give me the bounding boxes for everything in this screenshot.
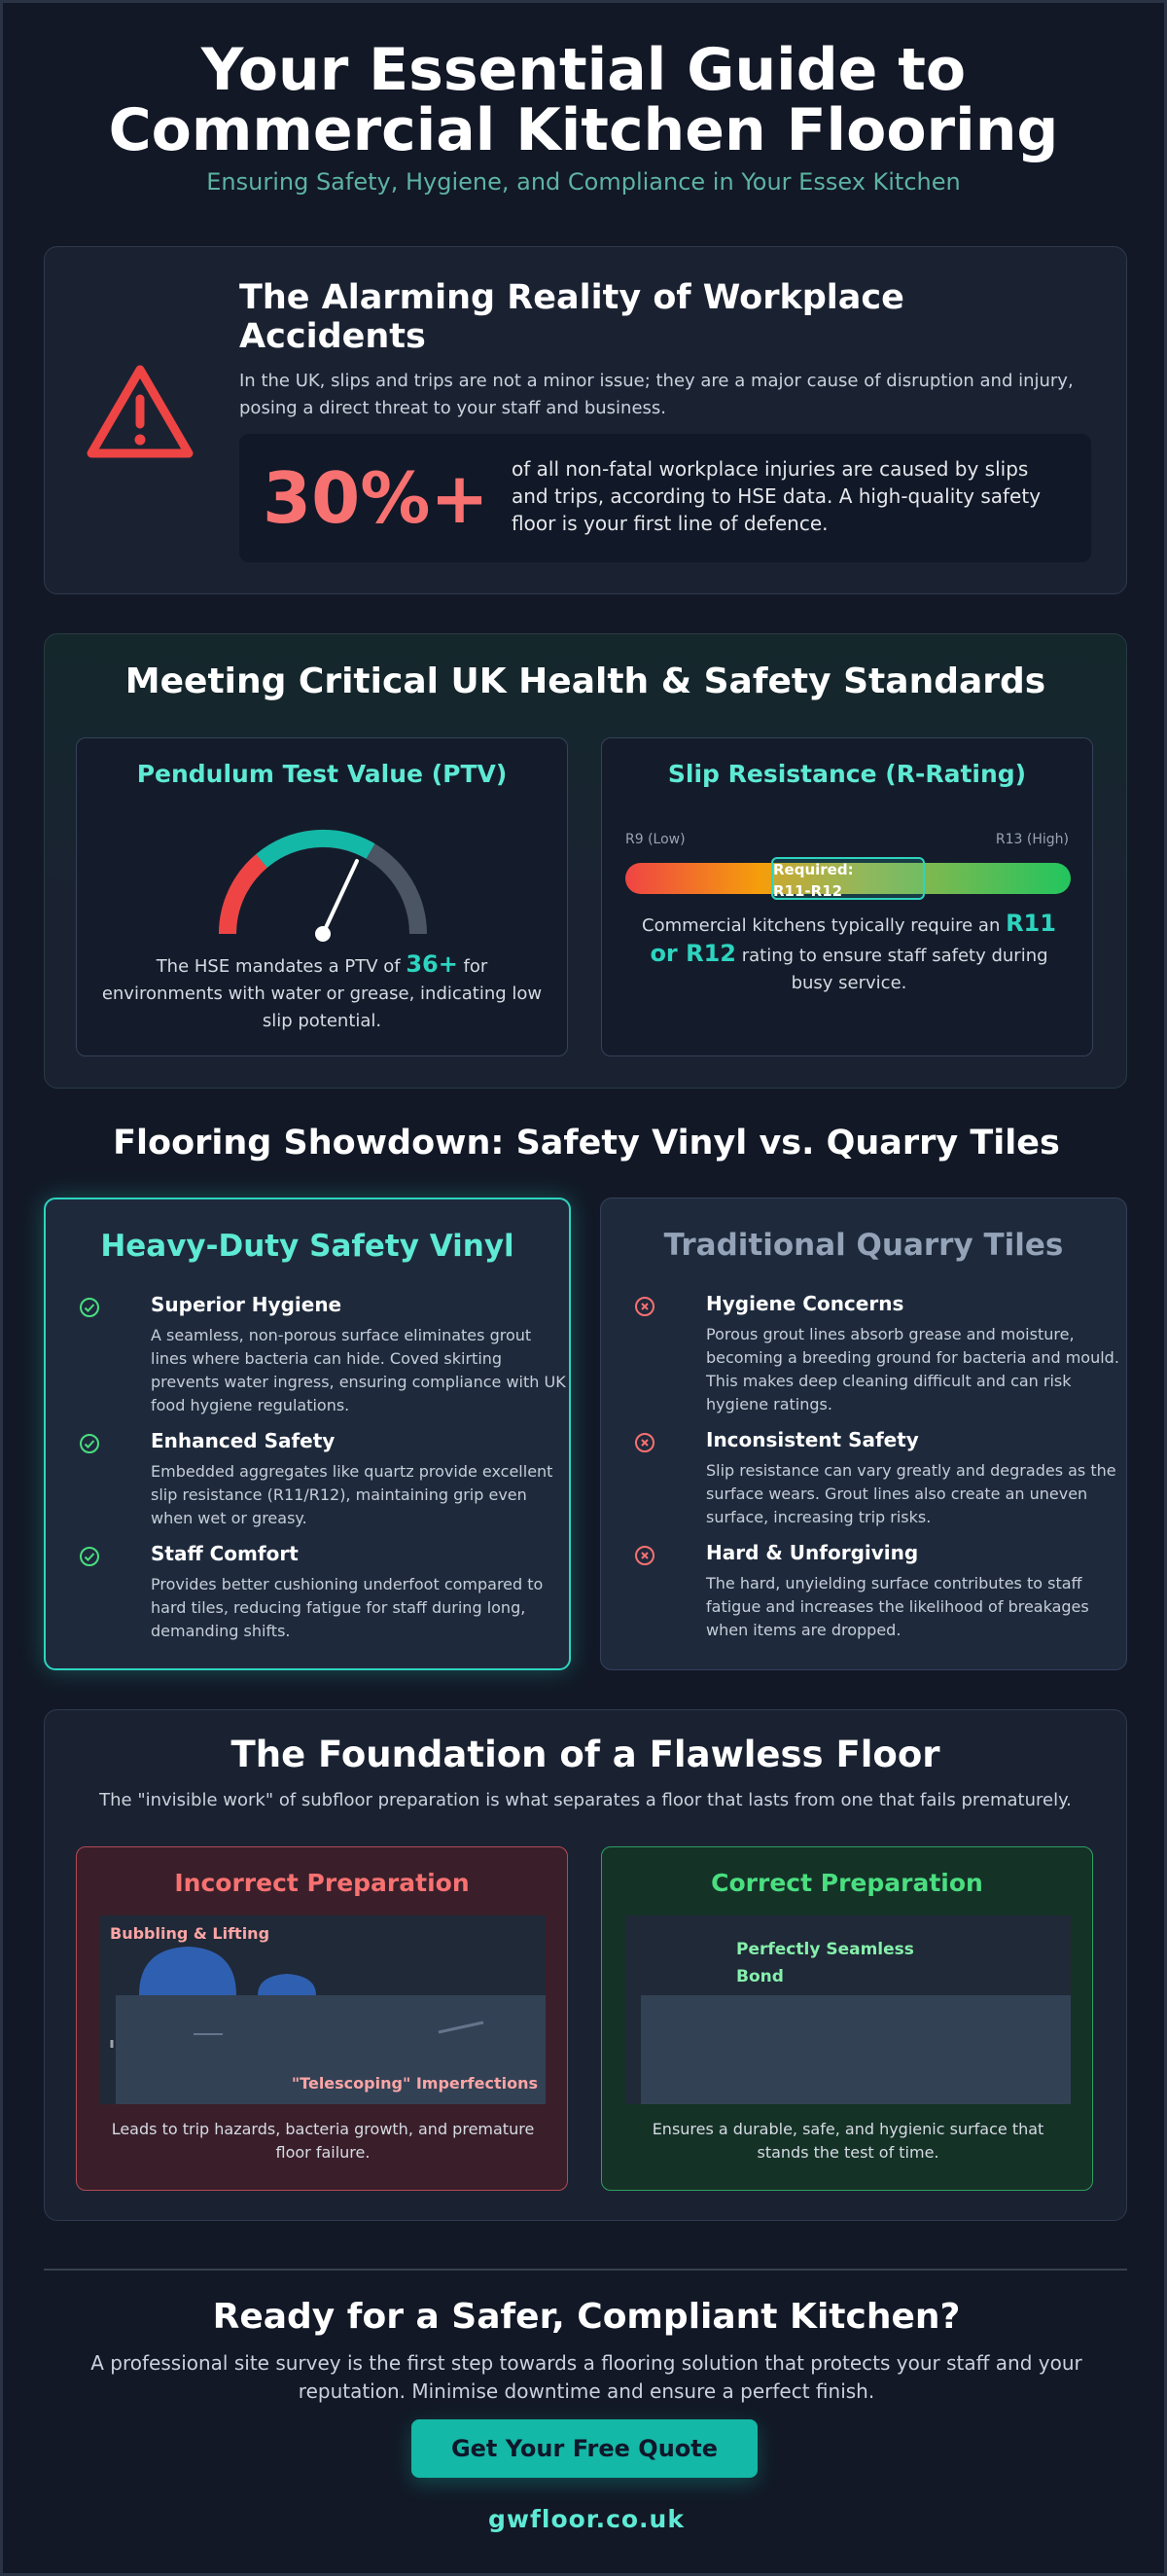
- ptv-card: [76, 737, 568, 1056]
- correct-floor-illustration: [625, 1915, 1071, 2104]
- showdown-title: Flooring Showdown: Safety Vinyl vs. Quarry Tiles: [113, 1124, 1060, 1163]
- stat-text: of all non-fatal workplace injuries are caused by slips and trips, according to HSE data. A high-quality safety floor is your first line of defence.: [512, 457, 1042, 535]
- telescoping-label: "Telescoping" Imperfections: [291, 2074, 538, 2093]
- incorrect-floor-illustration: [100, 1915, 546, 2104]
- scale-low-label: R9 (Low): [625, 832, 686, 847]
- item-heading: Hard & Unforgiving: [706, 1541, 919, 1564]
- r-rating-scale-bar: [625, 861, 1071, 900]
- item-body: Porous grout lines absorb grease and moisture, becoming a breeding ground for bacteria and mould. This makes deep cleaning difficult and can risk hygiene ratings.: [706, 1325, 1119, 1413]
- item-heading: Staff Comfort: [151, 1542, 299, 1565]
- check-circle-icon: [79, 1297, 100, 1318]
- ptv-highlight: 36+: [406, 950, 458, 978]
- check-circle-icon: [79, 1546, 100, 1567]
- item-body: Provides better cushioning underfoot compared to hard tiles, reducing fatigue for staff during long, demanding shifts.: [151, 1575, 544, 1640]
- quarry-card: [600, 1198, 1127, 1670]
- r-rating-text: [635, 910, 1063, 997]
- item-heading: Inconsistent Safety: [706, 1428, 919, 1451]
- cta-title: Ready for a Safer, Compliant Kitchen?: [212, 2297, 961, 2337]
- correct-prep-caption: Ensures a durable, safe, and hygienic surface that stands the test of time.: [652, 2120, 1044, 2162]
- ptv-text: [96, 950, 548, 1035]
- required-band: [771, 857, 925, 900]
- item-body: Slip resistance can vary greatly and degrades as the surface wears. Grout lines also create an uneven surface, increasing trip risks.: [706, 1461, 1116, 1526]
- x-circle-icon: [634, 1296, 655, 1317]
- vinyl-card: [44, 1198, 571, 1670]
- incorrect-prep-caption: Leads to trip hazards, bacteria growth, and premature floor failure.: [111, 2120, 535, 2162]
- item-body: The hard, unyielding surface contributes to staff fatigue and increases the likelihood of breakages when items are dropped.: [706, 1574, 1089, 1639]
- item-heading: Enhanced Safety: [151, 1429, 336, 1452]
- seamless-label-cont: Bond: [736, 1967, 784, 1986]
- bubbling-label: Bubbling & Lifting: [110, 1924, 270, 1943]
- x-circle-icon: [634, 1432, 655, 1453]
- x-circle-icon: [634, 1545, 655, 1566]
- accidents-title: The Alarming Reality of Workplace Accidents: [239, 278, 904, 356]
- ptv-text-after: for environments with water or grease, indicating low slip potential.: [101, 956, 543, 1031]
- standards-title: Meeting Critical UK Health & Safety Standards: [124, 662, 1046, 701]
- check-circle-icon: [79, 1433, 100, 1454]
- standards-section: [44, 633, 1127, 1089]
- free-quote-button[interactable]: Get Your Free Quote: [411, 2419, 758, 2478]
- ptv-gauge: [203, 812, 442, 948]
- ptv-text-before: The HSE mandates a PTV of: [156, 956, 407, 977]
- title-line-1: Your Essential Guide to: [200, 36, 967, 104]
- r-rating-card: [601, 737, 1093, 1056]
- item-body: Embedded aggregates like quartz provide excellent slip resistance (R11/R12), maintaining grip even when wet or greasy.: [151, 1462, 553, 1527]
- page-title: [3, 36, 1164, 164]
- r-rating-highlight: R11 or R12: [650, 910, 1056, 967]
- accidents-section: [44, 246, 1127, 594]
- ptv-title: Pendulum Test Value (PTV): [136, 760, 508, 788]
- r-text-before: Commercial kitchens typically require an: [642, 915, 1007, 936]
- warning-triangle-icon: [84, 362, 196, 463]
- cta-text: A professional site survey is the first step towards a flooring solution that protects your staff and your reputation. Minimise downtime and ensure a perfect finish.: [90, 2351, 1082, 2403]
- required-band-label: Required: R11-R12: [773, 861, 854, 900]
- stat-value: 30%+: [263, 457, 489, 539]
- r-rating-title: Slip Resistance (R-Rating): [667, 760, 1027, 788]
- r-text-after: rating to ensure staff safety during busy service.: [736, 946, 1048, 993]
- accidents-text: In the UK, slips and trips are not a minor issue; they are a major cause of disruption and injury, posing a direct threat to your staff and business.: [239, 371, 1074, 418]
- stat-box: [239, 434, 1091, 562]
- incorrect-prep-title: Incorrect Preparation: [174, 1869, 470, 1897]
- divider: [44, 2269, 1127, 2271]
- item-heading: Hygiene Concerns: [706, 1292, 904, 1315]
- seamless-label: Perfectly Seamless: [736, 1940, 914, 1959]
- scale-high-label: R13 (High): [995, 832, 1069, 847]
- vinyl-title: Heavy-Duty Safety Vinyl: [100, 1229, 514, 1264]
- page-subtitle: Ensuring Safety, Hygiene, and Compliance in Your Essex Kitchen: [206, 168, 961, 196]
- correct-prep-title: Correct Preparation: [711, 1869, 983, 1897]
- foundation-title: The Foundation of a Flawless Floor: [230, 1734, 940, 1775]
- header: [3, 3, 1164, 196]
- incorrect-prep-card: [76, 1846, 568, 2191]
- correct-prep-card: [601, 1846, 1093, 2191]
- title-line-2: Commercial Kitchen Flooring: [108, 96, 1059, 164]
- item-heading: Superior Hygiene: [151, 1293, 342, 1316]
- foundation-section: [44, 1709, 1127, 2221]
- quarry-title: Traditional Quarry Tiles: [663, 1228, 1064, 1263]
- website-link[interactable]: gwfloor.co.uk: [488, 2505, 685, 2533]
- item-body: A seamless, non-porous surface eliminates grout lines where bacteria can hide. Coved skirting prevents water ingress, ensuring compliance with UK food hygiene regulations.: [151, 1326, 566, 1414]
- foundation-subtitle: The "invisible work" of subfloor preparation is what separates a floor that lasts from one that fails prematurely.: [99, 1790, 1072, 1810]
